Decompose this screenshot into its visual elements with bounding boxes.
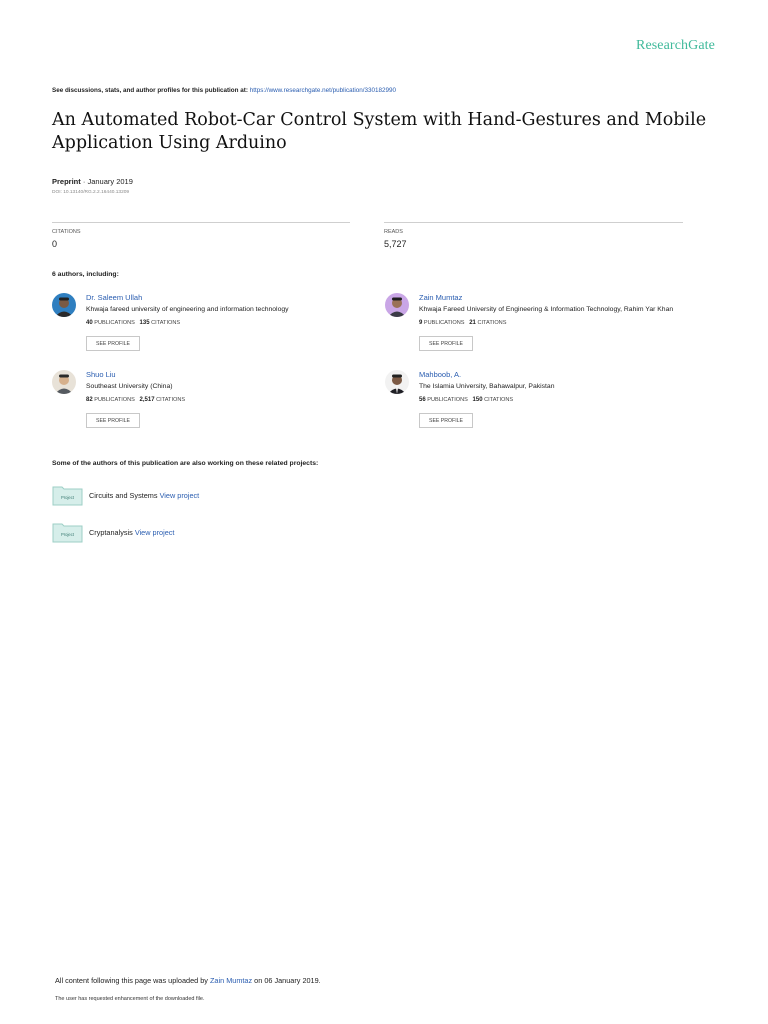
publications-count: 9	[419, 320, 423, 326]
publications-label: PUBLICATIONS	[427, 397, 468, 403]
doi: DOI: 10.13140/RG.2.2.16440.13209	[52, 190, 130, 195]
avatar[interactable]	[52, 293, 76, 317]
publications-label: PUBLICATIONS	[94, 397, 135, 403]
folder-label: Project	[60, 532, 75, 537]
authors-heading: 6 authors, including:	[52, 271, 119, 278]
project-item	[52, 484, 352, 508]
researchgate-logo[interactable]: ResearchGate	[636, 38, 715, 53]
project-name: Cryptanalysis	[89, 528, 133, 537]
author-institution: The Islamia University, Bahawalpur, Pakistan	[419, 383, 555, 390]
author-card	[385, 370, 715, 430]
view-project-link[interactable]: View project	[134, 528, 175, 537]
uploaded-prefix: All content following this page was uploaded by	[55, 976, 208, 985]
discussions-text: See discussions, stats, and author profiles for this publication at:	[52, 87, 248, 94]
uploaded-suffix: on 06 January 2019.	[254, 976, 321, 985]
avatar[interactable]	[52, 370, 76, 394]
citations-count: 0	[52, 239, 58, 249]
publications-count: 82	[86, 397, 93, 403]
enhancement-note: The user has requested enhancement of the downloaded file.	[55, 996, 205, 1002]
citations-count: 150	[472, 397, 483, 403]
see-profile-button[interactable]: SEE PROFILE	[86, 336, 140, 351]
publications-count: 56	[419, 397, 426, 403]
project-folder-icon	[52, 484, 83, 506]
author-name[interactable]: Shuo Liu	[86, 370, 116, 379]
project-item	[52, 521, 352, 545]
reads-label: READS	[384, 229, 403, 235]
citations-label: CITATIONS	[151, 320, 181, 326]
citations-count: 21	[469, 320, 476, 326]
citations-count: 2,517	[139, 397, 155, 403]
see-profile-button[interactable]: SEE PROFILE	[419, 413, 473, 428]
avatar[interactable]	[385, 370, 409, 394]
view-project-link[interactable]: View project	[159, 491, 200, 500]
citations-label: CITATIONS	[52, 229, 81, 235]
author-institution: Khwaja Fareed University of Engineering & Information Technology, Rahim Yar Khan	[419, 306, 674, 313]
author-stats	[419, 397, 513, 403]
publication-date: · January 2019	[82, 177, 133, 186]
author-name[interactable]: Zain Mumtaz	[419, 293, 463, 302]
citations-label: CITATIONS	[156, 397, 186, 403]
projects-heading: Some of the authors of this publication are also working on these related projects:	[52, 460, 319, 467]
author-name[interactable]: Mahboob, A.	[419, 370, 462, 379]
author-stats	[86, 320, 180, 326]
author-stats	[86, 397, 185, 403]
author-card	[385, 293, 715, 353]
avatar[interactable]	[385, 293, 409, 317]
reads-count: 5,727	[384, 239, 407, 249]
divider	[384, 222, 683, 223]
author-card	[52, 370, 382, 430]
project-folder-icon	[52, 521, 83, 543]
publication-type: Preprint	[52, 177, 81, 186]
author-card	[52, 293, 382, 353]
author-stats	[419, 320, 506, 326]
author-institution: Khwaja fareed university of engineering and information technology	[86, 306, 289, 313]
see-discussions-line	[52, 87, 396, 94]
publications-label: PUBLICATIONS	[423, 320, 465, 326]
publications-label: PUBLICATIONS	[94, 320, 135, 326]
divider	[52, 222, 350, 223]
project-name: Circuits and Systems	[89, 491, 158, 500]
citations-label: CITATIONS	[484, 397, 514, 403]
publication-url-link[interactable]: https://www.researchgate.net/publication/330182990	[249, 87, 397, 94]
paper-title: An Automated Robot-Car Control System with Hand-Gestures and Mobile Application Using Arduino	[52, 110, 707, 153]
citations-count: 135	[139, 320, 150, 326]
publication-type-date	[52, 177, 133, 186]
see-profile-button[interactable]: SEE PROFILE	[419, 336, 473, 351]
folder-label: Project	[60, 495, 75, 500]
citations-label: CITATIONS	[477, 320, 507, 326]
publications-count: 40	[86, 320, 93, 326]
project-text	[89, 491, 199, 500]
uploaded-by-line	[55, 976, 321, 985]
author-name[interactable]: Dr. Saleem Ullah	[86, 293, 143, 302]
see-profile-button[interactable]: SEE PROFILE	[86, 413, 140, 428]
uploader-link[interactable]: Zain Mumtaz	[209, 976, 253, 985]
author-institution: Southeast University (China)	[86, 383, 173, 390]
project-text	[89, 528, 174, 537]
